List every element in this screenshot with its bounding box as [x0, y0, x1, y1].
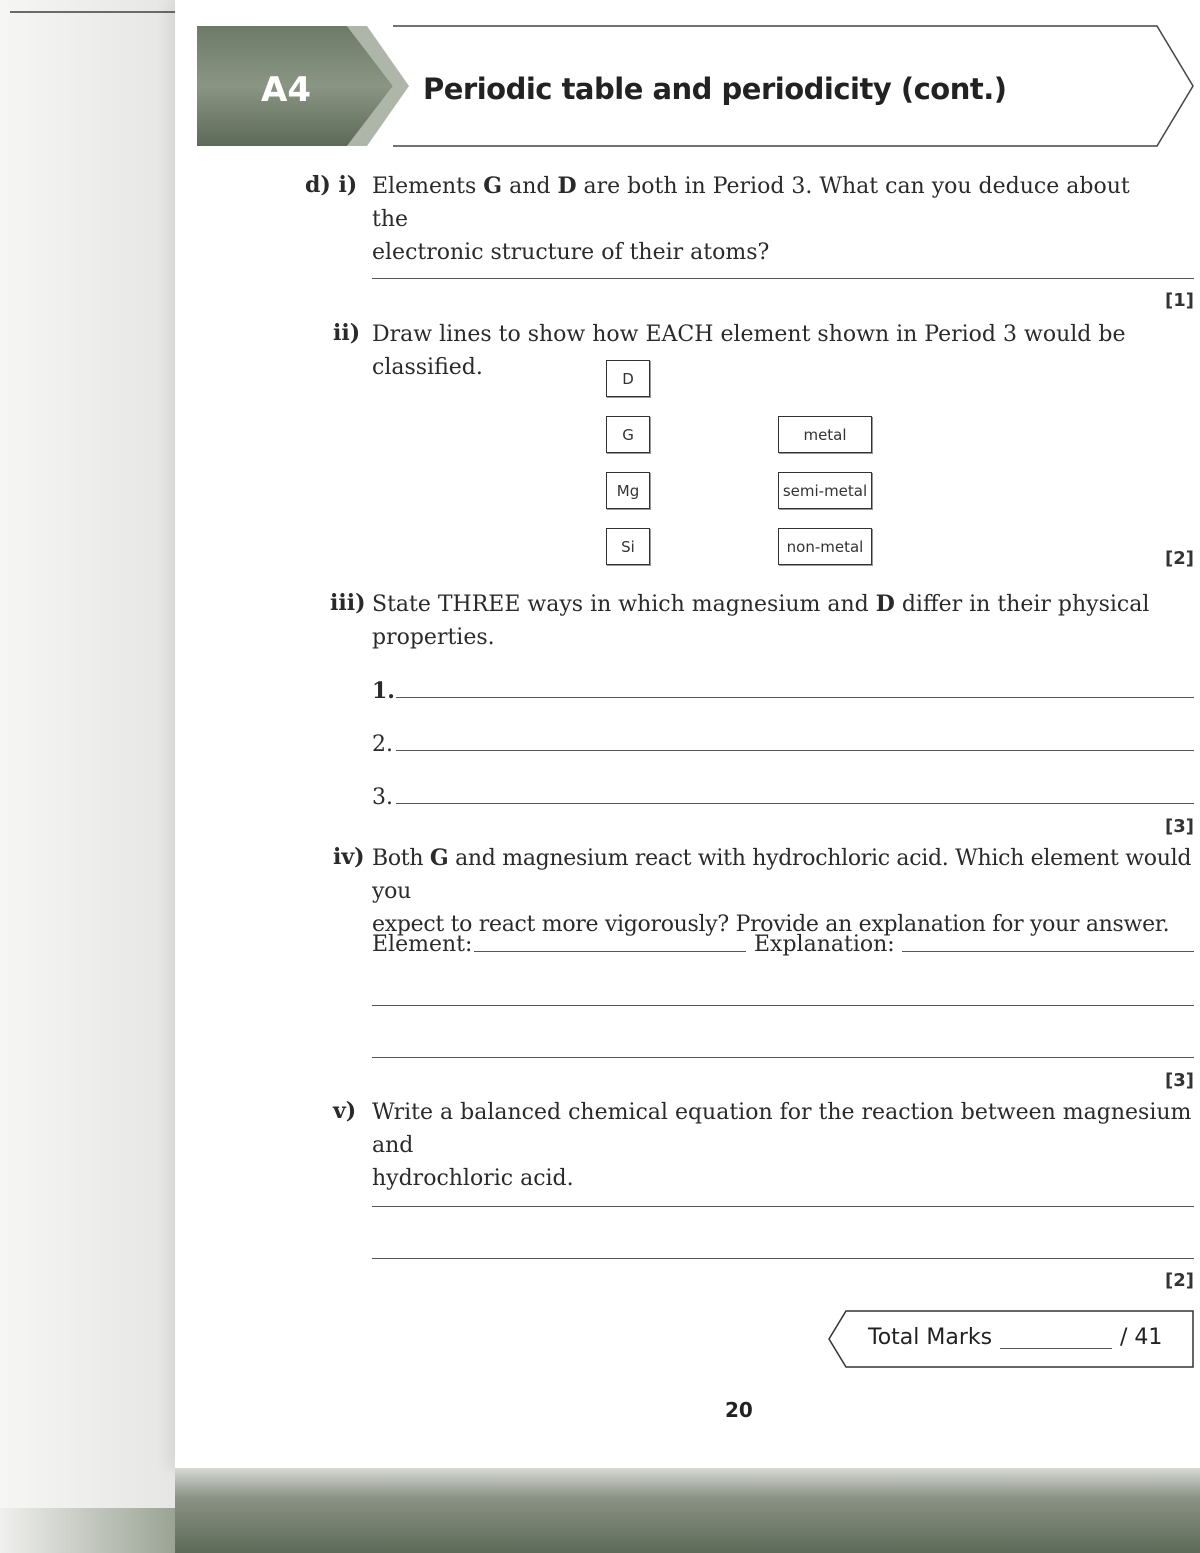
question-number-d-iv: iv): [333, 844, 365, 870]
top-rule: [10, 11, 185, 13]
marks-d-v: [2]: [1165, 1270, 1194, 1291]
element-box-g[interactable]: G: [606, 416, 650, 453]
question-d-i-text: Elements G and D are both in Period 3. What can you deduce about the electronic structure of their atoms?: [372, 173, 1130, 265]
answer-line-d-v-2[interactable]: [372, 1258, 1194, 1259]
marks-d-iii: [3]: [1165, 816, 1194, 837]
question-d-ii-text: Draw lines to show how EACH element shown in Period 3 would be classified.: [372, 322, 1126, 380]
question-number-d-v: v): [333, 1098, 357, 1124]
question-d-iii-text: State THREE ways in which magnesium and D differ in their physical properties.: [372, 591, 1150, 650]
marks-d-iv: [3]: [1165, 1070, 1194, 1091]
question-number-d-i: d) i): [305, 172, 358, 198]
question-number-d-ii: ii): [333, 320, 361, 346]
total-marks-label: Total Marks: [868, 1325, 993, 1350]
element-answer-line[interactable]: [474, 951, 746, 952]
answer-number-1: 1.: [372, 678, 395, 704]
question-d-iv-text: Both G and magnesium react with hydrochloric acid. Which element would you expect to react more vigorously? Provide an explanation for your answer.: [372, 845, 1192, 937]
question-d-v-text: Write a balanced chemical equation for the reaction between magnesium and hydrochloric acid.: [372, 1100, 1192, 1191]
left-margin: [0, 0, 175, 1553]
element-box-d[interactable]: D: [606, 360, 650, 397]
question-number-d-iii: iii): [330, 590, 366, 616]
explanation-label: Explanation:: [754, 932, 895, 957]
class-box-non-metal[interactable]: non-metal: [778, 528, 872, 565]
total-marks-answer-line[interactable]: [1000, 1348, 1112, 1349]
explanation-answer-line-3[interactable]: [372, 1057, 1194, 1058]
class-box-metal[interactable]: metal: [778, 416, 872, 453]
element-box-mg[interactable]: Mg: [606, 472, 650, 509]
explanation-answer-line-1[interactable]: [902, 951, 1194, 952]
total-marks-box: [828, 1310, 1194, 1368]
element-box-si[interactable]: Si: [606, 528, 650, 565]
bottom-band: [175, 1468, 1200, 1553]
answer-line-d-v-1[interactable]: [372, 1206, 1194, 1207]
answer-line-d-iii-1[interactable]: [396, 697, 1194, 698]
answer-line-d-iii-2[interactable]: [396, 750, 1194, 751]
explanation-answer-line-2[interactable]: [372, 1005, 1194, 1006]
marks-d-ii: [2]: [1165, 548, 1194, 569]
marks-d-i: [1]: [1165, 290, 1194, 311]
section-title: Periodic table and periodicity (cont.): [423, 72, 1007, 106]
section-code: A4: [261, 70, 311, 110]
answer-line-d-iii-3[interactable]: [396, 803, 1194, 804]
section-header: [197, 24, 1197, 150]
answer-line-d-i[interactable]: [372, 278, 1194, 279]
element-label: Element:: [372, 932, 473, 957]
total-marks-out-of: / 41: [1120, 1325, 1163, 1350]
page-number: 20: [725, 1398, 753, 1422]
answer-number-2: 2.: [372, 732, 393, 757]
class-box-semi-metal[interactable]: semi-metal: [778, 472, 872, 509]
answer-number-3: 3.: [372, 785, 393, 810]
